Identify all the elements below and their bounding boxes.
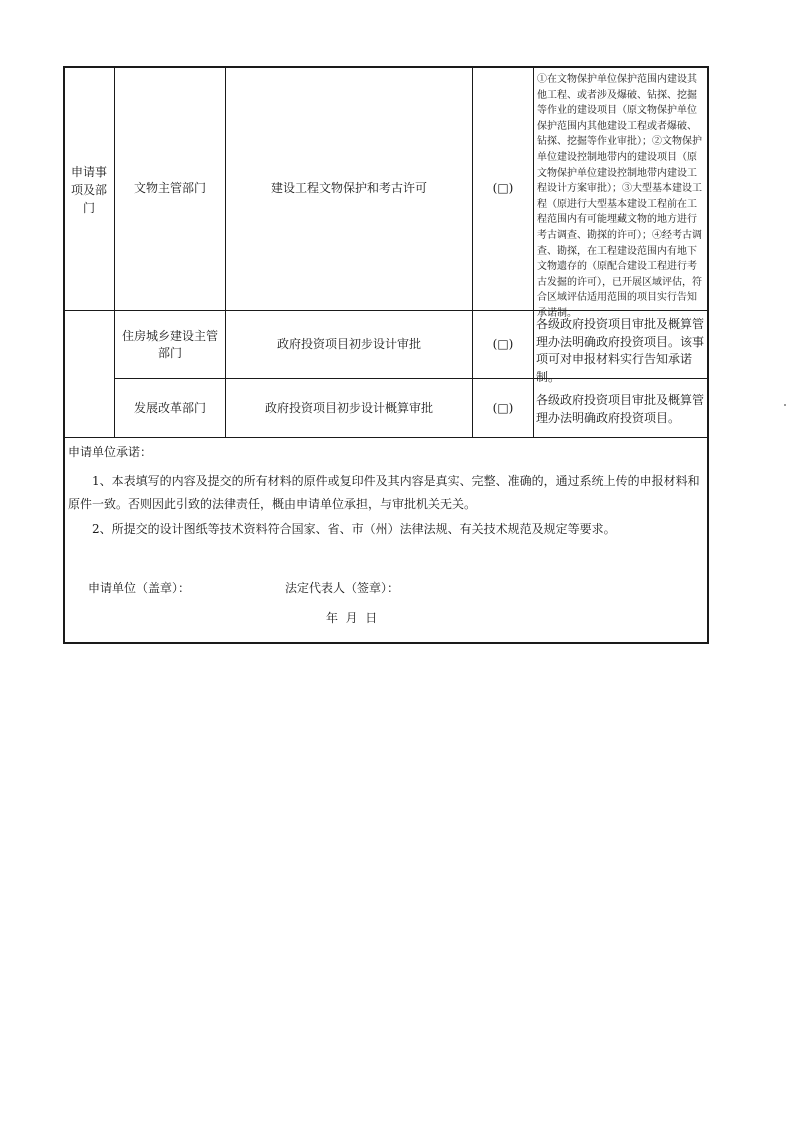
table-bottom-border bbox=[63, 437, 709, 438]
checkbox[interactable]: (□) bbox=[492, 181, 514, 195]
remark-cell: 各级政府投资项目审批及概算管理办法明确政府投资项目。 bbox=[536, 393, 705, 425]
department-cell: 文物主管部门 bbox=[133, 181, 206, 195]
pledge-item-2: 2、所提交的设计图纸等技术资料符合国家、省、市（州）法律法规、有关技术规范及规定等要求。 bbox=[92, 522, 616, 536]
date-line: 年 月 日 bbox=[326, 611, 378, 625]
scan-speck bbox=[784, 404, 786, 406]
department-cell: 发展改革部门 bbox=[133, 400, 206, 415]
checkbox[interactable]: (□) bbox=[492, 400, 514, 415]
approval-item-cell: 建设工程文物保护和考古许可 bbox=[270, 181, 427, 195]
pledge-item-1: 1、本表填写的内容及提交的所有材料的原件或复印件及其内容是真实、完整、准确的，通过系统上传的申报材料和原件一致。否则因此引致的法律责任，概由申请单位承担，与审批机关无关。 bbox=[68, 474, 700, 511]
legal-representative-label: 法定代表人（签章）： bbox=[285, 581, 400, 595]
pledge-title: 申请单位承诺： bbox=[68, 445, 153, 459]
applicant-seal-label: 申请单位（盖章）： bbox=[88, 581, 191, 595]
approval-item-cell: 政府投资项目初步设计概算审批 bbox=[264, 400, 433, 415]
section-label: 申请事项及部门 bbox=[70, 165, 107, 215]
approval-item-cell: 政府投资项目初步设计审批 bbox=[276, 337, 421, 351]
checkbox[interactable]: (□) bbox=[492, 337, 514, 351]
remark-cell: ①在文物保护单位保护范围内建设其他工程、或者涉及爆破、钻探、挖掘等作业的建设项目（原文物保护单位保护范围内其他建设工程或者爆破、钻探、挖掘等作业审批）；②文物保护单位建设控制地带内的建设项目（原文物保护单位建设控制地带内建设工程设计方案审批）；③大型基本建设工程（原进行大型基本建设工程前在工程范围内有可能埋藏文物的地方进行考古调查、勘探的许可）；④经考古调查、勘探，在工程建设范围内有地下文物遗存的（原配合建设工程进行考古发掘的许可），已开展区域评估，符合区域评估适用范围的项目实行告知承诺制。 bbox=[537, 74, 702, 319]
department-cell: 住房城乡建设主管部门 bbox=[121, 328, 218, 360]
remark-cell: 各级政府投资项目审批及概算管理办法明确政府投资项目。该事项可对申报材料实行告知承诺制。 bbox=[536, 317, 705, 384]
column-divider bbox=[533, 67, 534, 437]
